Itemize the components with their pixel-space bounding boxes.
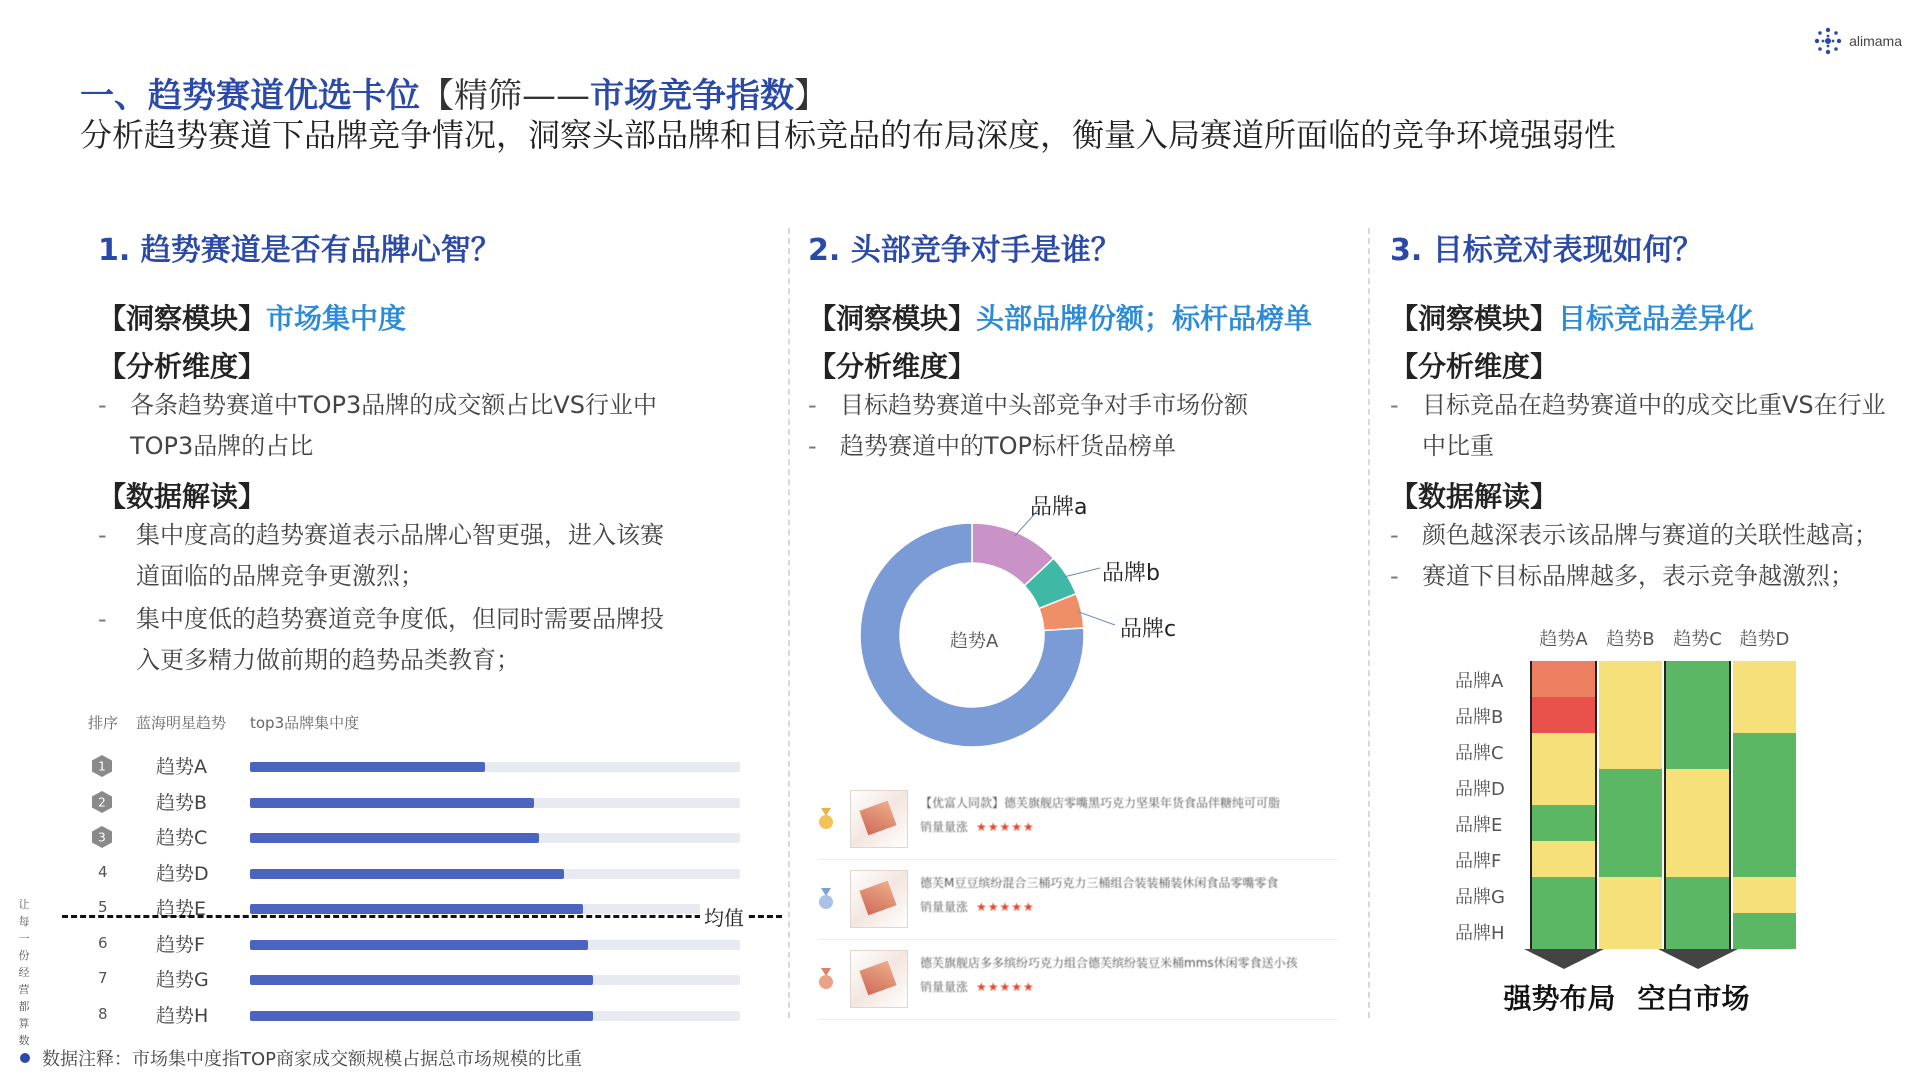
col2-dim-label: 【分析维度】 <box>808 350 977 383</box>
heatmap-row-label: 品牌C <box>1455 743 1504 764</box>
bar <box>250 798 534 808</box>
col3-module-name: 目标竞品差异化 <box>1558 302 1755 335</box>
bar-row <box>88 821 758 851</box>
footnote-text: 数据注释：市场集中度指TOP商家成交额规模占据总市场规模的比重 <box>42 1049 583 1070</box>
title-bracket-open: 【精筛—— <box>420 76 590 116</box>
col1-read-line: - 集中度低的趋势赛道竞争度低，但同时需要品牌投 <box>136 605 664 633</box>
col1-dim-line: - 各条趋势赛道中TOP3品牌的成交额占比VS行业中 <box>130 391 657 419</box>
rank-number: 5 <box>98 898 108 916</box>
heatmap-column-label: 趋势D <box>1739 629 1790 650</box>
column-head-competitors <box>808 225 1368 467</box>
bar-track <box>250 798 740 808</box>
col1-read-bullet-2 <box>98 599 738 681</box>
bar-row <box>88 928 758 958</box>
bar <box>250 762 485 772</box>
bar-row <box>88 750 758 780</box>
bar-header-rank: 排序 <box>88 714 119 732</box>
heatmap-row-label: 品牌B <box>1455 707 1504 728</box>
column-divider-2 <box>1368 228 1370 1018</box>
col2-heading: 2. 头部竞争对手是谁？ <box>808 233 1121 268</box>
product-thumbnail <box>850 950 908 1008</box>
bar <box>250 1011 593 1021</box>
gold-medal-icon <box>818 808 834 830</box>
heatmap-cell <box>1733 805 1796 841</box>
col2-dim-bullet-1: - 目标趋势赛道中头部竞争对手市场份额 <box>808 385 1368 426</box>
col1-read-label: 【数据解读】 <box>98 480 267 513</box>
top-product-list <box>818 780 1338 1020</box>
bar-category-label: 趋势H <box>156 1004 209 1027</box>
bar-row <box>88 999 758 1029</box>
heatmap-cell <box>1599 805 1662 841</box>
heatmap-cell <box>1599 733 1662 769</box>
heatmap-row-label: 品牌D <box>1455 779 1505 800</box>
list-item[interactable] <box>818 940 1338 1020</box>
col3-read-bullet-1: - 颜色越深表示该品牌与赛道的关联性越高； <box>1390 515 1910 556</box>
bar <box>250 940 588 950</box>
heatmap-cell <box>1733 841 1796 877</box>
heatmap-column-outline <box>1530 661 1597 949</box>
average-reference-line <box>62 915 782 918</box>
title-bracket-close: 】 <box>794 76 828 116</box>
col3-dim-line: - 目标竞品在趋势赛道中的成交比重VS在行业 <box>1422 391 1886 419</box>
col2-module <box>808 297 1368 337</box>
page-subtitle: 分析趋势赛道下品牌竞争情况，洞察头部品牌和目标竞品的布局深度，衡量入局赛道所面临的竞争环境强弱性 <box>80 116 1617 154</box>
brand-trend-heatmap <box>1455 625 1875 1015</box>
rating-stars: ★★★★★ <box>976 900 1035 914</box>
donut-label-brand-b: 品牌b <box>1102 561 1160 586</box>
col1-dim-line: TOP3品牌的占比 <box>130 432 314 460</box>
title-highlight: 市场竞争指数 <box>590 76 794 116</box>
bar-track <box>250 940 740 950</box>
concentration-bar-chart <box>88 712 758 1027</box>
list-item[interactable] <box>818 780 1338 860</box>
alimama-logo-icon <box>1813 26 1843 56</box>
bar-track <box>250 904 740 914</box>
rank-number: 7 <box>98 969 108 987</box>
rank-badge-icon <box>90 825 114 849</box>
heatmap-cell <box>1733 733 1796 769</box>
col2-module-prefix: 【洞察模块】 <box>808 302 977 335</box>
list-item[interactable] <box>818 860 1338 940</box>
bar <box>250 904 583 914</box>
heatmap-row-label: 品牌H <box>1455 923 1505 944</box>
heatmap-cell <box>1599 913 1662 949</box>
average-label: 均值 <box>700 902 748 931</box>
heatmap-cell <box>1599 769 1662 805</box>
bullet-dot-icon <box>20 1053 30 1063</box>
bar-track <box>250 1011 740 1021</box>
col3-heading: 3. 目标竞对表现如何？ <box>1390 233 1703 268</box>
heatmap-cell <box>1599 877 1662 913</box>
bronze-medal-icon <box>818 968 834 990</box>
bar-row <box>88 963 758 993</box>
bar-category-label: 趋势D <box>156 862 209 885</box>
product-title: 【优富人同款】德芙旗舰店零嘴黑巧克力坚果年货食品伴糖纯可可脂 <box>920 796 1281 810</box>
bar-header-concentration: top3品牌集中度 <box>250 714 360 732</box>
product-sales <box>920 978 1035 995</box>
bar-category-label: 趋势G <box>156 969 209 991</box>
donut-svg <box>850 490 1290 770</box>
col3-module <box>1390 297 1910 337</box>
col1-dim-label: 【分析维度】 <box>98 350 267 383</box>
product-sales-label: 销量量涨 <box>920 900 969 914</box>
bar <box>250 975 593 985</box>
donut-label-brand-a: 品牌a <box>1030 495 1088 520</box>
rank-badge-icon <box>90 754 114 778</box>
col2-module-name: 头部品牌份额；标杆品榜单 <box>976 302 1313 335</box>
column-competitor-differentiation <box>1390 225 1910 597</box>
heatmap-row-label: 品牌F <box>1455 851 1502 872</box>
col1-module-prefix: 【洞察模块】 <box>98 302 267 335</box>
donut-leader-line <box>1063 568 1100 577</box>
col1-read-line: 入更多精力做前期的趋势品类教育； <box>136 646 520 674</box>
col3-dim-bullet <box>1390 385 1910 467</box>
bar-row <box>88 786 758 816</box>
heatmap-cell <box>1599 661 1662 697</box>
col1-read-bullet-1 <box>98 515 738 597</box>
rank-number: 4 <box>98 862 108 881</box>
caption-blank-market: 空白市场 <box>1637 982 1750 1015</box>
vertical-slogan: 让 每 一 份 经 营 都 算 数 <box>18 898 30 1047</box>
heatmap-column-outline <box>1664 661 1731 949</box>
brand-share-donut-chart <box>850 490 1290 770</box>
col1-module-name: 市场集中度 <box>266 302 407 335</box>
heatmap-column-label: 趋势B <box>1606 629 1655 650</box>
bar-category-label: 趋势A <box>156 756 207 778</box>
rank-number: 2 <box>98 795 106 809</box>
heatmap-cell <box>1733 913 1796 949</box>
heatmap-cell <box>1733 877 1796 913</box>
col3-dim-label: 【分析维度】 <box>1390 350 1559 383</box>
heatmap-cell <box>1733 697 1796 733</box>
bar-header-trend: 蓝海明星趋势 <box>136 714 227 732</box>
col1-read-line: - 集中度高的趋势赛道表示品牌心智更强，进入该赛 <box>136 521 664 549</box>
bar-track <box>250 869 740 879</box>
rating-stars: ★★★★★ <box>976 980 1035 994</box>
product-sales <box>920 818 1035 835</box>
col1-dim-bullet <box>98 385 738 467</box>
bar <box>250 869 564 879</box>
product-sales-label: 销量量涨 <box>920 820 969 834</box>
column-market-concentration <box>98 225 738 681</box>
footnote <box>20 1045 582 1071</box>
bar-row <box>88 857 758 887</box>
heatmap-cell <box>1733 769 1796 805</box>
silver-medal-icon <box>818 888 834 910</box>
heatmap-row-label: 品牌A <box>1455 671 1504 692</box>
col3-module-prefix: 【洞察模块】 <box>1390 302 1559 335</box>
donut-label-brand-c: 品牌c <box>1120 617 1177 642</box>
caption-strong-layout: 强势布局 <box>1503 982 1616 1015</box>
rank-number: 1 <box>98 759 106 774</box>
heatmap-column-label: 趋势A <box>1539 629 1588 650</box>
col3-dim-line: 中比重 <box>1422 432 1494 460</box>
bar-track <box>250 975 740 985</box>
bar-track <box>250 833 740 843</box>
alimama-logo <box>1813 26 1902 56</box>
heatmap-row-label: 品牌E <box>1455 815 1503 836</box>
down-arrow-icon <box>1658 949 1738 969</box>
down-arrow-icon <box>1524 949 1604 969</box>
col1-module <box>98 297 738 337</box>
heatmap-row-label: 品牌G <box>1455 887 1505 908</box>
rating-stars: ★★★★★ <box>976 820 1035 834</box>
rank-number: 6 <box>98 933 108 952</box>
bar <box>250 833 539 843</box>
product-thumbnail <box>850 870 908 928</box>
col1-heading: 1. 趋势赛道是否有品牌心智？ <box>98 233 501 268</box>
product-sales-label: 销量量涨 <box>920 980 969 994</box>
bar-category-label: 趋势E <box>156 898 207 920</box>
heatmap-cell <box>1599 697 1662 733</box>
bar-category-label: 趋势F <box>156 933 205 956</box>
bar-category-label: 趋势C <box>156 827 208 849</box>
col1-read-line: 道面临的品牌竞争更激烈； <box>136 562 424 590</box>
heatmap-cell <box>1733 661 1796 697</box>
product-title: 德芙旗舰店多多缤纷巧克力组合德芙缤纷装豆米桶mms休闲零食送小孩 <box>920 956 1298 970</box>
product-title: 德芙M豆豆缤纷混合三桶巧克力三桶组合装装桶装休闲食品零嘴零食 <box>920 876 1279 890</box>
heatmap-cell <box>1599 841 1662 877</box>
rank-badge-icon <box>90 790 114 814</box>
title-main: 一、趋势赛道优选卡位 <box>80 76 420 116</box>
bar-track <box>250 762 740 772</box>
column-divider-1 <box>788 228 790 1018</box>
heatmap-column-label: 趋势C <box>1673 629 1722 650</box>
rank-number: 8 <box>98 1004 108 1023</box>
col2-dim-bullet-2: - 趋势赛道中的TOP标杆货品榜单 <box>808 426 1368 467</box>
donut-center-label: 趋势A <box>950 631 999 652</box>
col3-read-label: 【数据解读】 <box>1390 480 1559 513</box>
logo-text: alimama <box>1849 33 1902 49</box>
rank-number: 3 <box>98 830 106 845</box>
product-thumbnail <box>850 790 908 848</box>
product-sales <box>920 898 1035 915</box>
col3-read-bullet-2: - 赛道下目标品牌越多，表示竞争越激烈； <box>1390 556 1910 597</box>
bar-category-label: 趋势B <box>156 791 208 814</box>
